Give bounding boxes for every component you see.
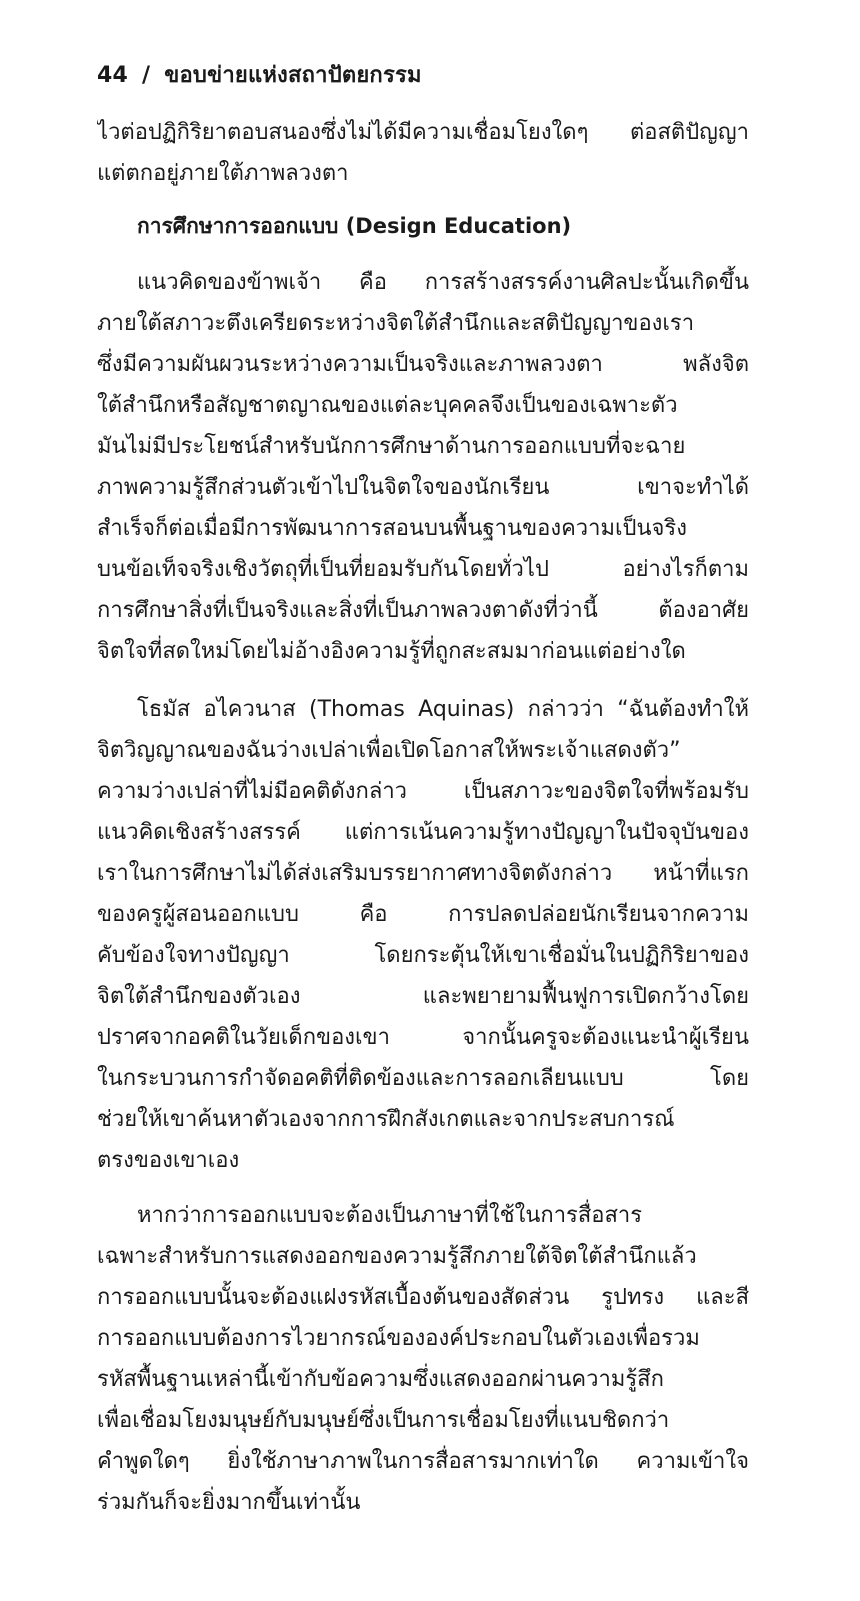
text-line: แนวคิดของข้าพเจ้า คือ การสร้างสรรค์งานศิลปะนั้นเกิดขึ้น — [137, 270, 749, 295]
text-line: จิตใต้สำนึกของตัวเอง และพยายามฟื้นฟูการเปิดกว้างโดย — [97, 984, 749, 1009]
paragraph-3 — [97, 1195, 749, 1523]
page-number: 44 — [97, 63, 129, 88]
text-line: บนข้อเท็จจริงเชิงวัตถุที่เป็นที่ยอมรับกันโดยทั่วไป อย่างไรก็ตาม — [97, 557, 749, 582]
text-line: การออกแบบนั้นจะต้องแฝงรหัสเบื้องต้นของสัดส่วน รูปทรง และสี — [97, 1285, 749, 1310]
text-line: จิตวิญญาณของฉันว่างเปล่าเพื่อเปิดโอกาสให้พระเจ้าแสดงตัว” — [97, 738, 681, 763]
header-separator: / — [142, 63, 151, 88]
text-line: เพื่อเชื่อมโยงมนุษย์กับมนุษย์ซึ่งเป็นการเชื่อมโยงที่แนบชิดกว่า — [97, 1408, 670, 1433]
text-line: ภาพความรู้สึกส่วนตัวเข้าไปในจิตใจของนักเรียน เขาจะทำได้ — [97, 475, 749, 500]
text-line: คำพูดใดๆ ยิ่งใช้ภาษาภาพในการสื่อสารมากเท่าใด ความเข้าใจ — [97, 1449, 749, 1474]
text-line: เฉพาะสำหรับการแสดงออกของความรู้สึกภายใต้จิตใต้สำนึกแล้ว — [97, 1244, 697, 1269]
text-line: โธมัส อไควนาส (Thomas Aquinas) กล่าวว่า “ฉันต้องทำให้ — [137, 697, 749, 722]
paragraph-2 — [97, 689, 749, 1181]
text-line: หากว่าการออกแบบจะต้องเป็นภาษาที่ใช้ในการสื่อสาร — [137, 1203, 643, 1228]
text-line: เราในการศึกษาไม่ได้ส่งเสริมบรรยากาศทางจิตดังกล่าว หน้าที่แรก — [97, 861, 749, 886]
text-line: รหัสพื้นฐานเหล่านี้เข้ากับข้อความซึ่งแสดงออกผ่านความรู้สึก — [97, 1367, 664, 1392]
text-line: ภายใต้สภาวะตึงเครียดระหว่างจิตใต้สำนึกและสติปัญญาของเรา — [97, 311, 695, 336]
text-line: การออกแบบต้องการไวยากรณ์ขององค์ประกอบในตัวเองเพื่อรวม — [97, 1326, 700, 1351]
text-line: จิตใจที่สดใหม่โดยไม่อ้างอิงความรู้ที่ถูกสะสมมาก่อนแต่อย่างใด — [97, 639, 686, 664]
intro-paragraph — [97, 112, 749, 194]
text-line: แต่ตกอยู่ภายใต้ภาพลวงตา — [97, 161, 349, 186]
paragraph-1 — [97, 262, 749, 672]
text-line: ร่วมกันก็จะยิ่งมากขึ้นเท่านั้น — [97, 1490, 361, 1515]
text-line: ปราศจากอคติในวัยเด็กของเขา จากนั้นครูจะต้องแนะนำผู้เรียน — [97, 1025, 749, 1050]
book-title: ขอบข่ายแห่งสถาปัตยกรรม — [164, 63, 422, 88]
text-line: การศึกษาสิ่งที่เป็นจริงและสิ่งที่เป็นภาพลวงตาดังที่ว่านี้ ต้องอาศัย — [97, 598, 749, 623]
text-line: ใต้สำนึกหรือสัญชาตญาณของแต่ละบุคคลจึงเป็นของเฉพาะตัว — [97, 393, 678, 418]
text-line: ในกระบวนการกำจัดอคติที่ติดข้องและการลอกเลียนแบบ โดย — [97, 1066, 749, 1091]
text-line: คับข้องใจทางปัญญา โดยกระตุ้นให้เขาเชื่อมั่นในปฏิกิริยาของ — [97, 943, 749, 968]
text-line: ไวต่อปฏิกิริยาตอบสนองซึ่งไม่ได้มีความเชื่อมโยงใดๆ ต่อสติปัญญา — [97, 120, 749, 145]
text-line: ตรงของเขาเอง — [97, 1148, 240, 1173]
text-line: ความว่างเปล่าที่ไม่มีอคติดังกล่าว เป็นสภาวะของจิตใจที่พร้อมรับ — [97, 779, 749, 804]
text-line: ของครูผู้สอนออกแบบ คือ การปลดปล่อยนักเรียนจากความ — [97, 902, 749, 927]
text-line: สำเร็จก็ต่อเมื่อมีการพัฒนาการสอนบนพื้นฐานของความเป็นจริง — [97, 516, 687, 541]
text-line: ช่วยให้เขาค้นหาตัวเองจากการฝึกสังเกตและจากประสบการณ์ — [97, 1107, 675, 1132]
section-heading: การศึกษาการออกแบบ (Design Education) — [137, 214, 572, 238]
running-header — [97, 56, 422, 96]
text-line: ซึ่งมีความผันผวนระหว่างความเป็นจริงและภาพลวงตา พลังจิต — [97, 352, 749, 377]
text-line: แนวคิดเชิงสร้างสรรค์ แต่การเน้นความรู้ทางปัญญาในปัจจุบันของ — [97, 820, 749, 845]
text-line: มันไม่มีประโยชน์สำหรับนักการศึกษาด้านการออกแบบที่จะฉาย — [97, 434, 686, 459]
